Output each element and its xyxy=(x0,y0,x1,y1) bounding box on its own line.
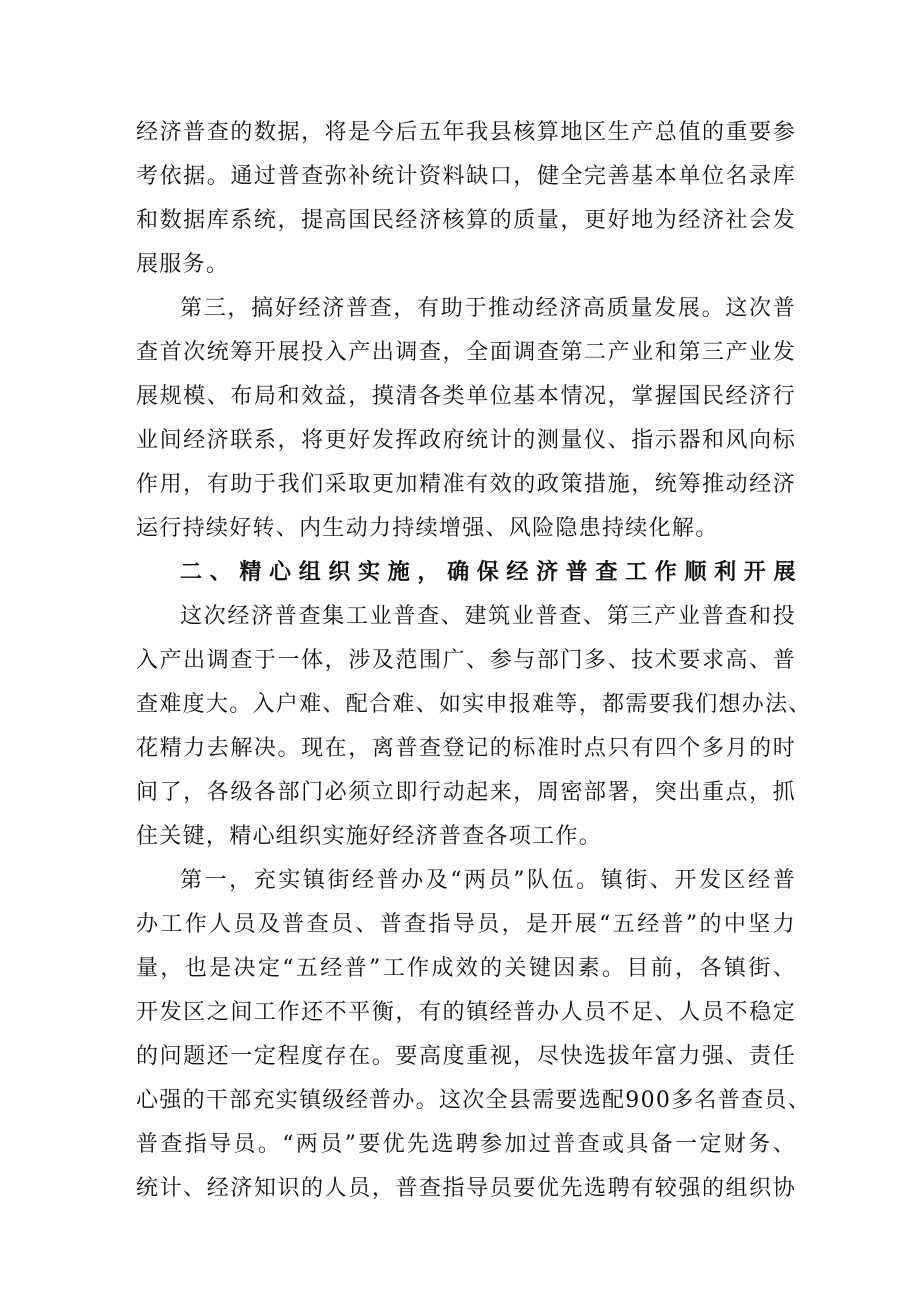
paragraph-2-line-5: 作用，有助于我们采取更加精准有效的政策措施，统筹推动经济 xyxy=(136,472,796,497)
paragraph-4-line-1: 第一，充实镇街经普办及“两员”队伍。镇街、开发区经普 xyxy=(180,868,796,893)
paragraph-4-line-3: 量，也是决定“五经普”工作成效的关键因素。目前，各镇街、 xyxy=(136,956,796,981)
paragraph-1-line-4: 展服务。 xyxy=(136,252,230,277)
paragraph-4-line-7: 普查指导员。“两员”要优先选聘参加过普查或具备一定财务、 xyxy=(136,1132,796,1157)
paragraph-3-line-3: 查难度大。入户难、配合难、如实申报难等，都需要我们想办法、 xyxy=(136,692,812,717)
paragraph-3-line-5: 间了，各级各部门必须立即行动起来，周密部署，突出重点，抓 xyxy=(136,780,796,805)
section-heading: 二、精心组织实施，确保经济普查工作顺利开展 xyxy=(180,560,796,585)
paragraph-2-line-3: 展规模、布局和效益，摸清各类单位基本情况，掌握国民经济行 xyxy=(136,384,796,409)
paragraph-1-line-3: 和数据库系统，提高国民经济核算的质量，更好地为经济社会发 xyxy=(136,208,796,233)
paragraph-2-line-2: 查首次统筹开展投入产出调查，全面调查第二产业和第三产业发 xyxy=(136,340,796,365)
paragraph-4-line-4: 开发区之间工作还不平衡，有的镇经普办人员不足、人员不稳定 xyxy=(136,1000,796,1025)
paragraph-2-line-6: 运行持续好转、内生动力持续增强、风险隐患持续化解。 xyxy=(136,516,719,541)
paragraph-4-line-2: 办工作人员及普查员、普查指导员，是开展“五经普”的中坚力 xyxy=(136,912,796,937)
paragraph-3-line-1: 这次经济普查集工业普查、建筑业普查、第三产业普查和投 xyxy=(180,604,796,629)
paragraph-4-line-6: 心强的干部充实镇级经普办。这次全县需要选配900多名普查员、 xyxy=(136,1088,811,1113)
paragraph-3-line-6: 住关键，精心组织实施好经济普查各项工作。 xyxy=(136,824,603,849)
paragraph-3-line-2: 入产出调查于一体，涉及范围广、参与部门多、技术要求高、普 xyxy=(136,648,796,673)
paragraph-4-line-8: 统计、经济知识的人员，普查指导员要优先选聘有较强的组织协 xyxy=(136,1176,796,1201)
paragraph-1-line-1: 经济普查的数据，将是今后五年我县核算地区生产总值的重要参 xyxy=(136,120,796,145)
paragraph-2-line-4: 业间经济联系，将更好发挥政府统计的测量仪、指示器和风向标 xyxy=(136,428,796,453)
paragraph-2-line-1: 第三，搞好经济普查，有助于推动经济高质量发展。这次普 xyxy=(180,296,796,321)
paragraph-1-line-2: 考依据。通过普查弥补统计资料缺口，健全完善基本单位名录库 xyxy=(136,164,796,189)
paragraph-3-line-4: 花精力去解决。现在，离普查登记的标准时点只有四个多月的时 xyxy=(136,736,796,761)
paragraph-4-line-5: 的问题还一定程度存在。要高度重视，尽快选拔年富力强、责任 xyxy=(136,1044,796,1069)
